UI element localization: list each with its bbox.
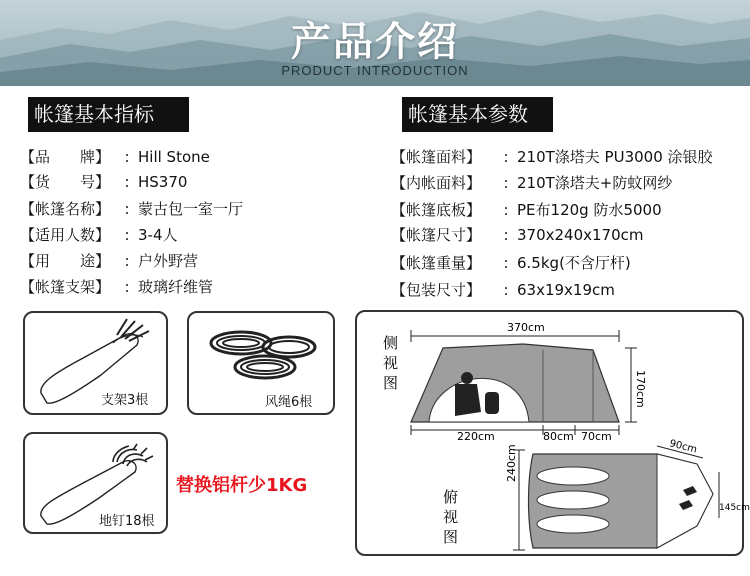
spec-key: 【帐篷面料】 — [391, 148, 482, 166]
spec-value: 6.5kg(不含厅杆) — [517, 254, 631, 272]
spec-row-name — [20, 198, 243, 220]
sleeping-bag-icon — [537, 515, 609, 533]
spec-key: 【内帐面料】 — [391, 174, 482, 192]
spec-row-inner-fabric — [391, 172, 672, 194]
section-header-params — [398, 97, 553, 132]
spec-row-usage — [20, 250, 198, 272]
spec-row-weight — [391, 252, 631, 274]
spec-colon: : — [124, 173, 130, 191]
spec-value: 3-4人 — [138, 226, 178, 244]
header-accent-bar — [24, 97, 28, 132]
spec-colon: : — [124, 278, 130, 296]
spec-row-package — [391, 279, 615, 301]
spec-key: 【帐篷底板】 — [391, 201, 482, 219]
accessory-label: 地钉18根 — [99, 514, 155, 529]
spec-value: 210T涤塔夫 PU3000 涂银胶 — [517, 148, 713, 166]
spec-value: HS370 — [138, 173, 188, 191]
promo-text: 替换铝杆少1KG — [176, 475, 308, 496]
spec-row-size — [391, 224, 644, 246]
dim-label: 220cm — [457, 430, 495, 443]
spec-value: PE布120g 防水5000 — [517, 201, 662, 219]
spec-row-fabric — [391, 146, 713, 168]
spec-colon: : — [503, 254, 509, 272]
section-title: 帐篷基本指标 — [34, 102, 154, 126]
spec-colon: : — [503, 281, 509, 299]
spec-value: Hill Stone — [138, 148, 210, 166]
spec-key: 【帐篷尺寸】 — [391, 226, 482, 244]
accessory-stakes — [23, 432, 168, 534]
top-view-char: 图 — [443, 528, 459, 546]
spec-key: 【包装尺寸】 — [391, 281, 482, 299]
spec-value: 63x19x19cm — [517, 281, 615, 299]
rope-coil-icon — [189, 313, 337, 417]
spec-key: 【帐篷重量】 — [391, 254, 482, 272]
dim-label: 240cm — [505, 444, 518, 482]
section-title: 帐篷基本参数 — [408, 102, 528, 126]
section-header-specs — [24, 97, 189, 132]
side-view-char: 视 — [383, 354, 399, 372]
banner-title: 产品介绍 — [291, 19, 459, 65]
dim-label: 170cm — [634, 370, 647, 408]
spec-key: 【帐篷名称】 — [20, 200, 111, 218]
spec-row-frame — [20, 276, 213, 298]
top-view-char: 视 — [443, 508, 459, 526]
person-head-icon — [461, 372, 473, 384]
spec-key: 【货 号】 — [20, 173, 111, 191]
accessory-poles — [23, 311, 168, 415]
spec-colon: : — [503, 174, 509, 192]
vestibule-area — [657, 454, 713, 548]
dim-label: 145cm — [719, 503, 750, 513]
dim-label: 370cm — [507, 321, 545, 334]
top-view-char: 俯 — [443, 488, 459, 506]
backpack-icon — [485, 392, 499, 414]
accessory-label: 支架3根 — [101, 393, 149, 408]
sleeping-bag-icon — [537, 491, 609, 509]
spec-value: 370x240x170cm — [517, 226, 644, 244]
dim-label: 70cm — [581, 430, 612, 443]
spec-value: 蒙古包一室一厅 — [138, 200, 244, 218]
person-icon — [455, 384, 481, 416]
tent-diagram-svg — [357, 312, 750, 558]
spec-colon: : — [124, 252, 130, 270]
spec-key: 【品 牌】 — [20, 148, 111, 166]
dim-label: 90cm — [668, 438, 699, 456]
spec-colon: : — [124, 226, 130, 244]
spec-key: 【用 途】 — [20, 252, 111, 270]
spec-colon: : — [124, 148, 130, 166]
spec-key: 【适用人数】 — [20, 226, 111, 244]
spec-row-floor — [391, 199, 662, 221]
spec-colon: : — [503, 148, 509, 166]
spec-row-capacity — [20, 224, 178, 246]
dim-label: 80cm — [543, 430, 574, 443]
accessory-label: 风绳6根 — [265, 395, 313, 410]
side-view-char: 侧 — [383, 334, 399, 352]
spec-key: 【帐篷支架】 — [20, 278, 111, 296]
spec-value: 玻璃纤维管 — [138, 278, 214, 296]
banner-subtitle: PRODUCT INTRODUCTION — [281, 63, 469, 78]
side-view-char: 图 — [383, 374, 399, 392]
spec-row-brand — [20, 146, 210, 168]
spec-colon: : — [503, 201, 509, 219]
sleeping-bag-icon — [537, 467, 609, 485]
spec-value: 户外野营 — [138, 252, 199, 270]
tent-dimension-diagram — [355, 310, 750, 556]
spec-row-model — [20, 171, 187, 193]
accessory-ropes — [187, 311, 335, 415]
spec-colon: : — [124, 200, 130, 218]
spec-colon: : — [503, 226, 509, 244]
header-banner — [0, 0, 750, 86]
header-accent-bar — [398, 97, 402, 132]
spec-value: 210T涤塔夫+防蚊网纱 — [517, 174, 673, 192]
